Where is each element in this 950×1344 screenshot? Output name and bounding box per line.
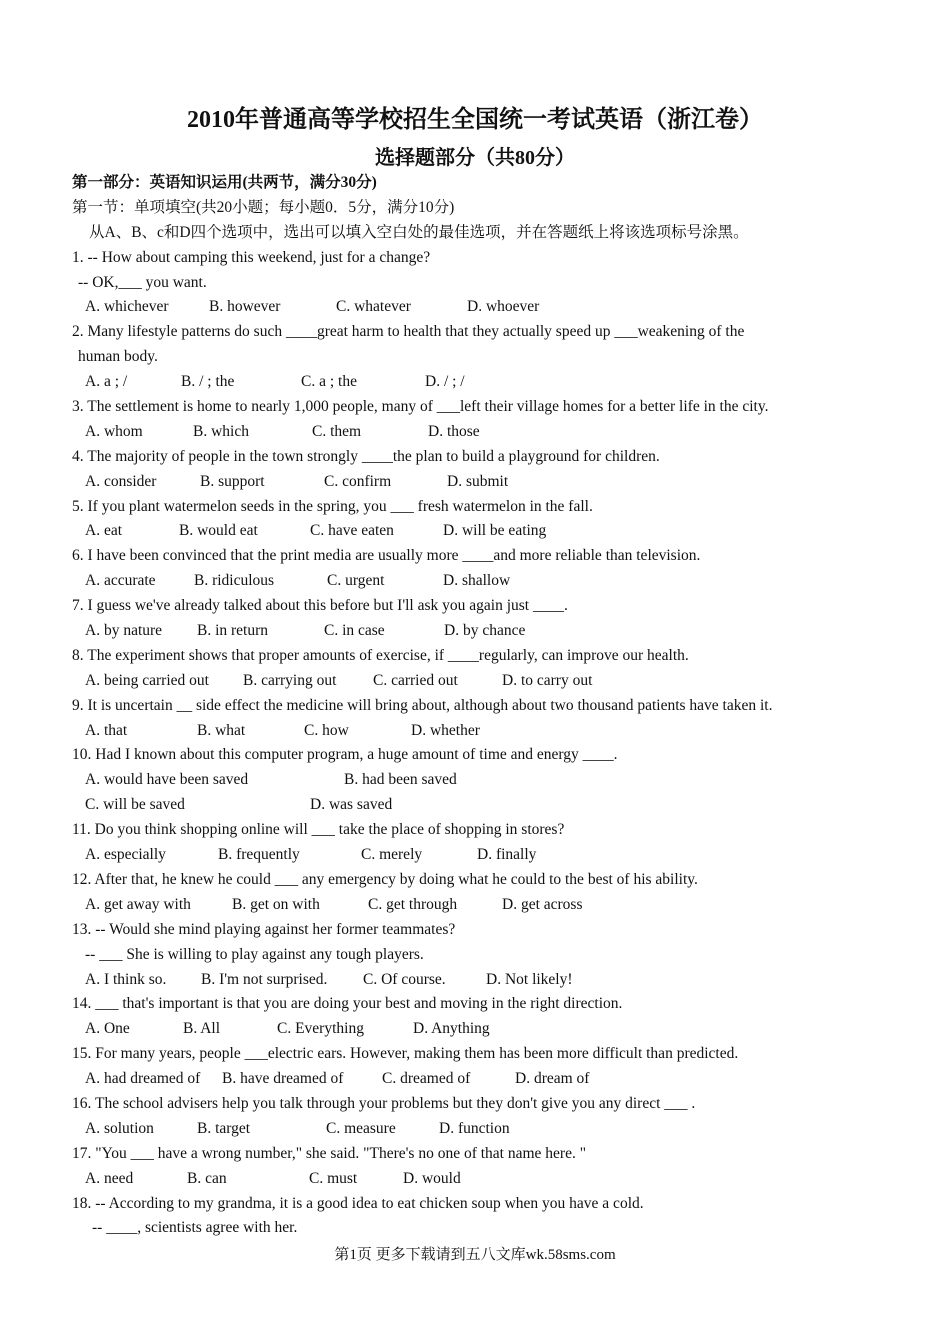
question-options [72, 793, 872, 818]
option-b: B. in return [197, 622, 269, 640]
question-options [72, 968, 872, 993]
option-a: A. solution [85, 1119, 154, 1137]
question-options [72, 519, 872, 544]
question-stem: 12. After that, he knew he could ___ any emergency by doing what he could to the best of his ability. [72, 870, 698, 888]
option-a: A. get away with [85, 895, 191, 913]
question-options [72, 569, 872, 594]
option-d: D. get across [502, 895, 583, 913]
option-b: B. ridiculous [194, 572, 275, 590]
option-a: A. had dreamed of [85, 1070, 201, 1088]
option-a: A. accurate [85, 572, 156, 590]
option-c: C. whatever [336, 298, 411, 316]
option-b: B. would eat [179, 522, 258, 540]
option-c: C. carried out [373, 671, 458, 689]
question-options [72, 370, 872, 395]
question-options [72, 1017, 872, 1042]
option-a: A. need [85, 1169, 134, 1187]
question-stem: 5. If you plant watermelon seeds in the spring, you ___ fresh watermelon in the fall. [72, 497, 593, 515]
question-options [72, 420, 872, 445]
option-d: D. by chance [444, 622, 526, 640]
option-d: D. dream of [515, 1070, 590, 1088]
question-stem: 16. The school advisers help you talk through your problems but they don't give you any direct ___ . [72, 1094, 696, 1112]
option-a: A. that [85, 721, 128, 739]
question-stem: 8. The experiment shows that proper amounts of exercise, if ____regularly, can improve our health. [72, 646, 689, 664]
question-stem: 11. Do you think shopping online will ___ take the place of shopping in stores? [72, 821, 565, 839]
question-stem: 17. "You ___ have a wrong number," she said. "There's no one of that name here. " [72, 1144, 587, 1162]
option-b: B. frequently [218, 846, 300, 864]
option-b: B. target [197, 1119, 251, 1137]
option-c: C. confirm [324, 472, 392, 490]
option-c: C. them [312, 422, 362, 440]
question-options [72, 669, 872, 694]
option-b: B. get on with [232, 895, 320, 913]
option-d: D. was saved [310, 796, 393, 814]
option-b: B. support [200, 472, 265, 490]
option-b: B. what [197, 721, 246, 739]
option-b: B. / ; the [181, 373, 235, 391]
option-a: A. I think so. [85, 970, 167, 988]
option-b: B. have dreamed of [222, 1070, 344, 1088]
question-stem: 15. For many years, people ___electric ears. However, making them has been more difficult than predicted. [72, 1045, 739, 1063]
question-stem-cont: human body. [78, 348, 158, 366]
option-d: D. Anything [413, 1020, 490, 1038]
option-a: A. whom [85, 422, 143, 440]
question-stem: 7. I guess we've already talked about this before but I'll ask you again just ____. [72, 597, 568, 615]
question-options [72, 619, 872, 644]
option-c: C. dreamed of [382, 1070, 471, 1088]
option-c: C. have eaten [310, 522, 394, 540]
option-d: D. submit [447, 472, 509, 490]
option-d: D. finally [477, 846, 537, 864]
option-d: D. whether [411, 721, 480, 739]
question-stem: 6. I have been convinced that the print media are usually more ____and more reliable than television. [72, 547, 701, 565]
option-b: B. I'm not surprised. [201, 970, 328, 988]
question-stem: 13. -- Would she mind playing against her former teammates? [72, 920, 456, 938]
question-stem: 3. The settlement is home to nearly 1,000 people, many of ___left their village homes for a better life in the city. [72, 398, 769, 416]
instructions: 从A、B、c和D四个选项中，选出可以填入空白处的最佳选项，并在答题纸上将该选项标号涂黑。 [89, 223, 749, 241]
option-d: D. whoever [467, 298, 540, 316]
question-options [72, 843, 872, 868]
option-b: B. can [187, 1169, 227, 1187]
option-a: A. especially [85, 846, 166, 864]
option-b: B. carrying out [243, 671, 337, 689]
option-c: C. merely [361, 846, 423, 864]
option-a: A. eat [85, 522, 123, 540]
question-stem: 1. -- How about camping this weekend, just for a change? [72, 248, 431, 266]
question-stem-cont: -- ____, scientists agree with her. [92, 1219, 298, 1237]
option-b: B. however [209, 298, 281, 316]
page-footer: 第1页 更多下载请到五八文库wk.58sms.com [334, 1247, 616, 1263]
question-stem: 4. The majority of people in the town strongly ____the plan to build a playground for children. [72, 447, 660, 465]
option-d: D. Not likely! [486, 970, 573, 988]
question-options [72, 893, 872, 918]
option-c: C. urgent [327, 572, 385, 590]
option-b: B. which [193, 422, 249, 440]
question-stem: 14. ___ that's important is that you are doing your best and moving in the right direction. [72, 995, 623, 1013]
option-a: A. by nature [85, 622, 163, 640]
section-heading: 第一节：单项填空(共20小题；每小题0．5分，满分10分) [72, 198, 455, 216]
option-d: D. to carry out [502, 671, 593, 689]
option-a: A. One [85, 1020, 130, 1038]
option-d: D. will be eating [443, 522, 547, 540]
question-options [72, 719, 872, 744]
option-c: C. get through [368, 895, 458, 913]
question-options [72, 295, 872, 320]
option-c: C. Of course. [363, 970, 446, 988]
option-a: A. a ; / [85, 373, 128, 391]
option-c: C. must [309, 1169, 358, 1187]
option-a: A. being carried out [85, 671, 209, 689]
option-d: D. shallow [443, 572, 511, 590]
question-stem-cont: -- ___ She is willing to play against any tough players. [85, 945, 424, 963]
option-a: A. would have been saved [85, 771, 249, 789]
option-c: C. how [304, 721, 349, 739]
exam-body [72, 171, 872, 1241]
part-heading: 第一部分：英语知识运用(共两节，满分30分) [72, 174, 377, 191]
question-stem: 2. Many lifestyle patterns do such ____great harm to health that they actually speed up ___weakening of the [72, 323, 745, 341]
question-options [72, 1117, 872, 1142]
option-c: C. a ; the [301, 373, 357, 391]
option-c: C. in case [324, 622, 385, 640]
question-options [72, 1067, 872, 1092]
option-d: D. function [439, 1119, 510, 1137]
question-stem: 9. It is uncertain __ side effect the medicine will bring about, although about two thousand patients have taken it. [72, 696, 773, 714]
page-subtitle: 选择题部分（共80分） [375, 147, 575, 169]
option-b: B. All [183, 1020, 221, 1038]
option-d: D. would [403, 1169, 461, 1187]
question-options [72, 1167, 872, 1192]
question-stem: 18. -- According to my grandma, it is a good idea to eat chicken soup when you have a cold. [72, 1194, 644, 1212]
question-options [72, 470, 872, 495]
option-b: B. had been saved [344, 771, 457, 789]
option-d: D. / ; / [425, 373, 465, 391]
question-stem: 10. Had I known about this computer program, a huge amount of time and energy ____. [72, 746, 618, 764]
question-stem-cont: -- OK,___ you want. [78, 273, 207, 291]
page-title: 2010年普通高等学校招生全国统一考试英语（浙江卷） [187, 107, 763, 133]
option-a: A. consider [85, 472, 157, 490]
option-a: A. whichever [85, 298, 169, 316]
option-c: C. will be saved [85, 796, 185, 814]
option-d: D. those [428, 422, 480, 440]
option-c: C. Everything [277, 1020, 364, 1038]
question-options [72, 768, 872, 793]
option-c: C. measure [326, 1119, 396, 1137]
